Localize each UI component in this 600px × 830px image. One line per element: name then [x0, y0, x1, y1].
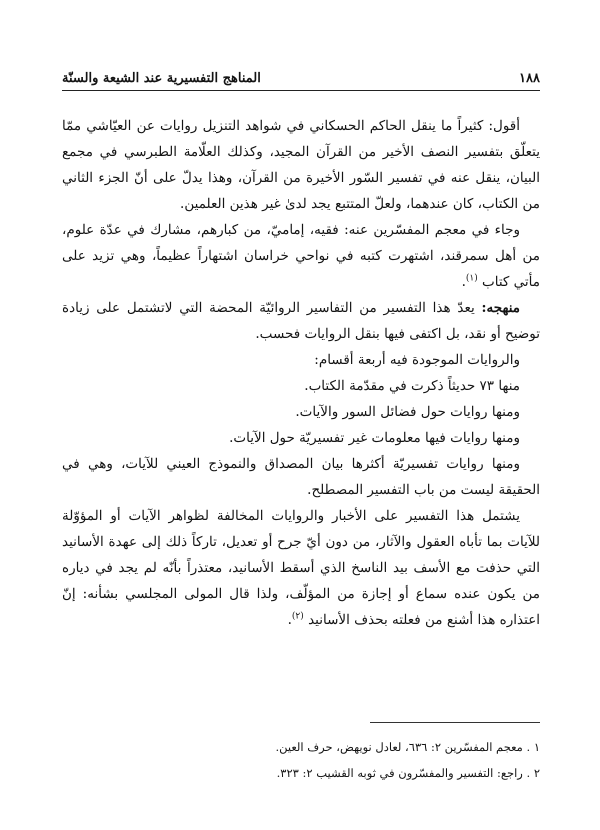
footnote-1: ١ . معجم المفسّرين ٢: ٦٣٦، لعادل نويهض، حرف العين.: [275, 740, 540, 754]
paragraph-9: يشتمل هذا التفسير على الأخبار والروايات المخالفة لظواهر الآيات أو المؤوّلة للآيات بما تأباه العقول والآثار، من دون أيّ جرح أو تعديل، تاركاً ذلك إلى عهدة الأسانيد التي حذفت مع الأسف بيد الناسخ الذي أسقط الأسانيد، معتذراً بأنّه لم يجد في دياره من يكون عنده سماع أو إجازة من المؤلّف، ولذا قال المولى المجلسي بشأنه: إنّ اعتذاره هذا أشنع من فعلته بحذف الأسانيد $^{(٢)}$.: [62, 508, 540, 628]
page-header: [62, 64, 540, 86]
list-item: ومنها روايات فيها معلومات غير تفسيريّة حول الآيات.: [229, 430, 520, 446]
list-item: ومنها روايات تفسيريّة أكثرها بيان المصداق والنموذج العيني للآيات، وهي في الحقيقة ليست من باب التفسير المصطلح.: [62, 456, 540, 498]
header-rule: [62, 90, 540, 91]
footnotes: [62, 734, 540, 786]
list-item: ومنها روايات حول فضائل السور والآيات.: [295, 404, 520, 420]
paragraph-3-text: يعدّ هذا التفسير من التفاسير الروائيّة المحضة التي لاتشتمل على زيادة توضيح أو نقد، بل اكتفى فيها بنقل الروايات فحسب.: [62, 300, 540, 342]
page-number: ١٨٨: [519, 71, 540, 86]
paragraph-3: [62, 295, 540, 347]
paragraph-1: أقول: كثيراً ما ينقل الحاكم الحسكاني في شواهد التنزيل روايات عن العيّاشي ممّا يتعلّق بتفسير النصف الأخير من القرآن المجيد، وكذلك العلّامة الطبرسي في مجمع البيان، ينقل عنه في تفسير السّور الأخيرة من القرآن، وهذا يدلّ على أنّ الجزء الثاني من الكتاب، كان عندهما، ولعلّ المتتبع يجد لدىٰ غير هذين العلمين.: [62, 118, 540, 212]
running-title: المناهج التفسيرية عند الشيعة والسنّة: [62, 71, 261, 86]
footnote-ref-2[interactable]: (٢): [291, 611, 304, 622]
paragraph-2: وجاء في معجم المفسّرين عنه: فقيه، إماميّ، من كبارهم، مشارك في عدّة علوم، من أهل سمرقند، اشتهرت كتبه في نواحي خراسان اشتهاراً عظيماً، وهي تزيد على مأتي كتاب $^{(١)}$.: [62, 222, 540, 290]
paragraph-2-text: وجاء في معجم المفسّرين عنه: فقيه، إماميّ، من كبارهم، مشارك في عدّة علوم، من أهل سمرقند، اشتهرت كتبه في نواحي خراسان اشتهاراً عظيماً، وهي تزيد على مأتي كتاب: [62, 222, 540, 290]
footnote-2: ٢ . راجع: التفسير والمفسّرون في ثوبه القشيب ٢: ٣٢٣.: [276, 766, 540, 780]
section-label-method: منهجه:: [481, 300, 520, 316]
footnote-separator: [370, 722, 540, 723]
list-item: منها ٧٣ حديثاً ذكرت في مقدّمة الكتاب.: [304, 378, 520, 394]
footnote-ref-1[interactable]: (١): [465, 273, 478, 284]
paragraph-9-text: يشتمل هذا التفسير على الأخبار والروايات المخالفة لظواهر الآيات أو المؤوّلة للآيات بما تأباه العقول والآثار، من دون أيّ جرح أو تعديل، تاركاً ذلك إلى عهدة الأسانيد التي حذفت مع الأسف بيد الناسخ الذي أسقط الأسانيد، معتذراً بأنّه لم يجد في دياره من يكون عنده سماع أو إجازة من المؤلّف، ولذا قال المولى المجلسي بشأنه: إنّ اعتذاره هذا أشنع من فعلته بحذف الأسانيد: [62, 508, 540, 628]
main-text: [62, 113, 540, 633]
paragraph-4: والروايات الموجودة فيه أربعة أقسام:: [314, 352, 520, 368]
